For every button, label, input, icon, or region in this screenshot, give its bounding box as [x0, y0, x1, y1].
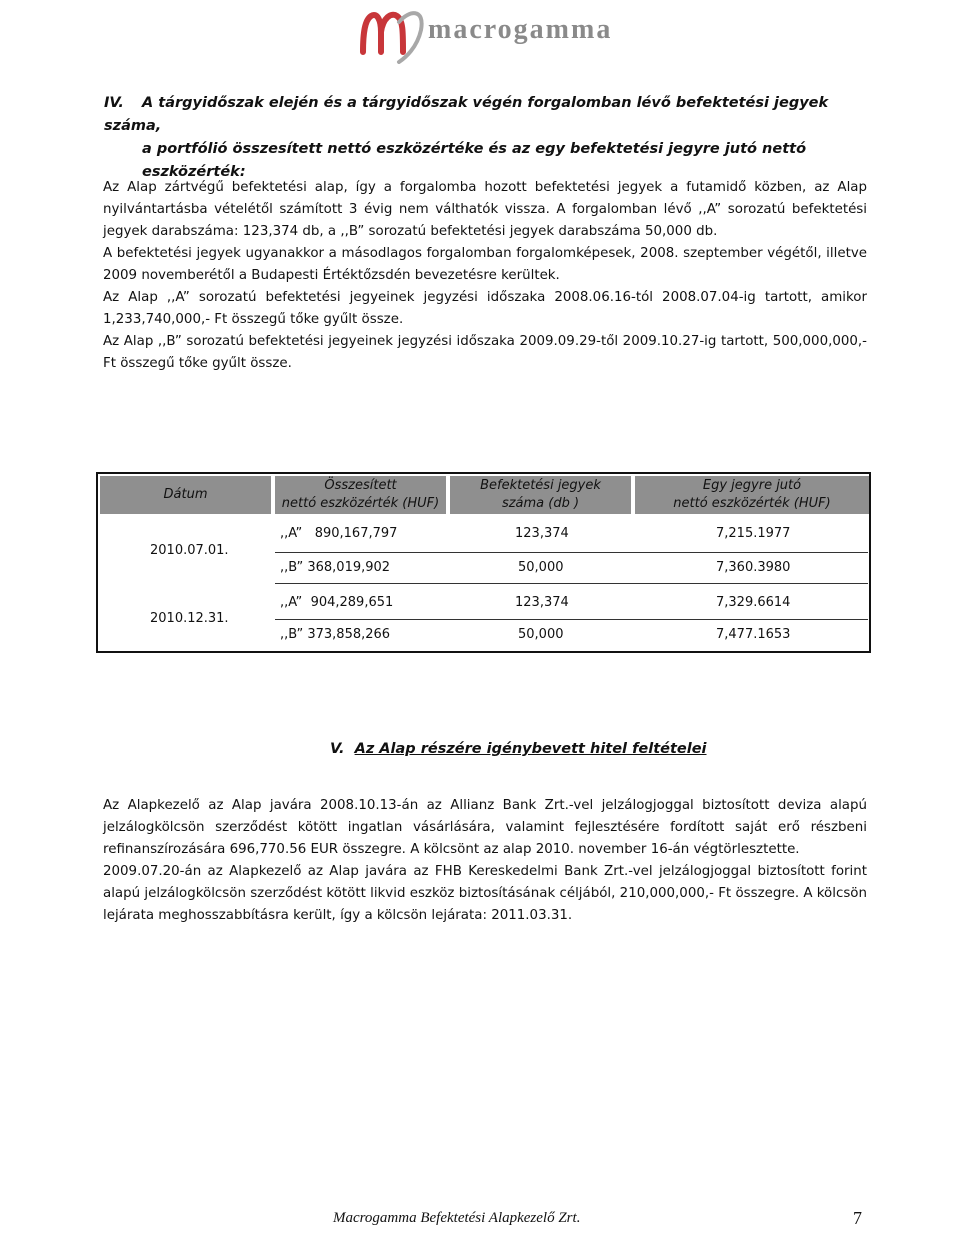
section-5-title: Az Alap részére igénybevett hitel feltételei: [354, 741, 707, 757]
nav-total-value: 373,858,266: [307, 627, 391, 642]
paragraph: Az Alap ,,A” sorozatú befektetési jegyeinek jegyzési időszaka 2008.06.16-tól 2008.07.04-ig tartott, amikor 1,233,740,000,- Ft összegű tőke gyűlt össze.: [103, 290, 867, 327]
page-number: 7: [853, 1208, 862, 1228]
nav-per-unit-value: 7,360.3980: [716, 560, 791, 575]
series-label: ,,B”: [280, 627, 304, 642]
nav-total-value: 904,289,651: [310, 595, 394, 610]
table-row: [280, 627, 390, 642]
date-cell: 2010.07.01.: [150, 543, 229, 558]
row-divider: [275, 583, 868, 584]
series-label: ,,A”: [280, 595, 303, 610]
row-divider: [275, 552, 868, 553]
paragraph: 2009.07.20-án az Alapkezelő az Alap javára az FHB Kereskedelmi Bank Zrt.-vel jelzálogjoggal biztosított forint alapú jelzálogkölcsön szerződést kötött likvid eszköz biztosításának céljából, 210,000,000,- Ft összegre. A kölcsön lejárata meghosszabbításra került, így a kölcsön lejárata: 2011.03.31.: [103, 864, 867, 923]
units-value: 123,374: [515, 595, 569, 610]
units-value: 50,000: [518, 627, 564, 642]
paragraph: Az Alap zártvégű befektetési alap, így a forgalomba hozott befektetési jegyek a futamidő közben, az Alap nyilvántartásba vételétől számított 3 évig nem válthatók vissza. A forgalomban lévő ,,A” sorozatú befektetési jegyek darabszáma: 123,374 db, a ,,B” sorozatú befektetési jegyek darabszáma 50,000 db.: [103, 180, 867, 239]
units-value: 50,000: [518, 560, 564, 575]
section-4-title-line-2: a portfólió összesített nettó eszközértéke és az egy befektetési jegyre jutó nettó eszközérték:: [142, 141, 807, 180]
header-units: Befektetési jegyek száma (db ): [450, 476, 631, 514]
table-row: [280, 595, 393, 610]
header-nav-per-unit: Egy jegyre jutó nettó eszközérték (HUF): [635, 476, 869, 514]
nav-per-unit-value: 7,215.1977: [716, 526, 791, 541]
nav-per-unit-value: 7,477.1653: [716, 627, 791, 642]
paragraph: A befektetési jegyek ugyanakkor a másodlagos forgalomban forgalomképesek, 2008. szeptember végétől, illetve 2009 novemberétől a Budapesti Értéktőzsdén bevezetésre kerültek.: [103, 246, 867, 283]
header-nav-total: Összesített nettó eszközérték (HUF): [275, 476, 446, 514]
header-date: Dátum: [100, 476, 271, 514]
nav-total-value: 368,019,902: [307, 560, 391, 575]
footer-company: Macrogamma Befektetési Alapkezelő Zrt.: [333, 1210, 581, 1226]
section-4-number: IV.: [104, 95, 124, 111]
paragraph: Az Alap ,,B” sorozatú befektetési jegyeinek jegyzési időszaka 2009.09.29-től 2009.10.27-ig tartott, 500,000,000,- Ft összegű tőke gyűlt össze.: [103, 334, 867, 371]
nav-table: [96, 472, 871, 653]
logo-wordmark: macrogamma: [428, 14, 613, 45]
nav-total-value: 890,167,797: [314, 526, 398, 541]
section-4-title-line-1: A tárgyidőszak elején és a tárgyidőszak végén forgalomban lévő befektetési jegyek száma,: [104, 95, 829, 134]
nav-per-unit-value: 7,329.6614: [716, 595, 791, 610]
table-header: [98, 474, 869, 516]
date-cell: 2010.12.31.: [150, 611, 229, 626]
section-5-number: V.: [330, 741, 345, 757]
series-label: ,,B”: [280, 560, 304, 575]
series-label: ,,A”: [280, 526, 303, 541]
section-5-body: [103, 795, 867, 927]
paragraph: Az Alapkezelő az Alap javára 2008.10.13-án az Allianz Bank Zrt.-vel jelzálogjoggal biztosított deviza alapú jelzálogkölcsön szerződést kötött ingatlan vásárlására, valamint fejlesztésére fordított saját erő részbeni refinanszírozására 696,770.56 EUR összegre. A kölcsönt az alap 2010. november 16-án végtörlesztette.: [103, 798, 867, 857]
units-value: 123,374: [515, 526, 569, 541]
section-5-heading: [330, 741, 707, 757]
row-divider: [275, 619, 868, 620]
section-4-body: [103, 177, 867, 375]
section-4-heading: [104, 92, 864, 184]
table-row: [280, 526, 425, 541]
table-row: [280, 560, 390, 575]
